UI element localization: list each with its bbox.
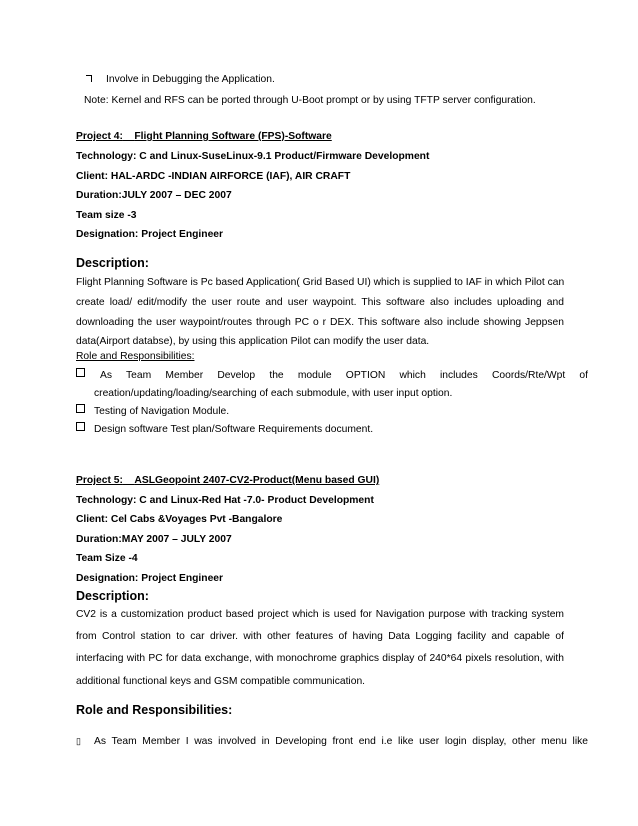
project4-title-prefix: Project 4:: [76, 131, 123, 142]
project4-client: Client: HAL-ARDC -INDIAN AIRFORCE (IAF), AIR CRAFT: [76, 171, 351, 182]
project4-title: [76, 130, 332, 143]
project4-team: Team size -3: [76, 210, 137, 221]
project4-title-name: Flight Planning Software (FPS)-Software: [134, 131, 332, 142]
bullet-icon: [86, 74, 92, 85]
project5-role-item: As Team Member I was involved in Developing front end i.e like user login display, other menu like: [94, 736, 588, 747]
project4-description-heading: Description:: [76, 256, 149, 270]
project4-description-line: Flight Planning Software is Pc based Application( Grid Based UI) which is supplied to IAF in which Pilot can: [76, 277, 565, 288]
project5-description-line: from Control station to car driver. with other features of having Data Logging facility and capable of: [76, 631, 564, 642]
project4-designation: Designation: Project Engineer: [76, 229, 224, 240]
project5-description-line: CV2 is a customization product based project which is used for Navigation purpose with tracking system: [76, 609, 564, 620]
project4-duration: Duration:JULY 2007 – DEC 2007: [76, 190, 232, 201]
project5-title-name: ASLGeopoint 2407-CV2-Product(Menu based GUI): [134, 475, 380, 486]
project5-title: [76, 474, 379, 487]
project5-description-line: additional functional keys and GSM compatible communication.: [76, 676, 366, 687]
project5-technology: Technology: C and Linux-Red Hat -7.0- Product Development: [76, 495, 374, 506]
involve-bullet-text: Involve in Debugging the Application.: [106, 74, 275, 85]
project4-role-item: Testing of Navigation Module.: [94, 406, 230, 417]
project4-description-line: create load/ edit/modify the user route and user waypoint. This software also includes uploading and: [76, 297, 564, 308]
bullet-icon: ▯: [76, 736, 81, 746]
project4-role-item-cont: creation/updating/loading/searching of each submodule, with user input option.: [94, 388, 453, 399]
checkbox-icon: [76, 368, 85, 380]
project4-technology: Technology: C and Linux-SuseLinux-9.1 Product/Firmware Development: [76, 151, 430, 162]
project5-role-heading-text: Role and Responsibilities:: [76, 703, 233, 717]
project5-team: Team Size -4: [76, 553, 138, 564]
project4-role-heading: Role and Responsibilities:: [76, 351, 195, 362]
project5-duration: Duration:MAY 2007 – JULY 2007: [76, 534, 232, 545]
checkbox-icon: [76, 404, 85, 416]
checkbox-icon: [76, 422, 85, 434]
project4-description-line: data(Airport databse), by using this application Pilot can modify the user data.: [76, 336, 430, 347]
project5-title-prefix: Project 5:: [76, 475, 123, 486]
note-text: Note: Kernel and RFS can be ported through U-Boot prompt or by using TFTP server configuration.: [84, 95, 536, 106]
project5-client: Client: Cel Cabs &Voyages Pvt -Bangalore: [76, 514, 283, 525]
project4-role-item: As Team Member Develop the module OPTION which includes Coords/Rte/Wpt of: [100, 370, 588, 381]
project5-designation: Designation: Project Engineer: [76, 573, 224, 584]
project5-role-heading: [76, 703, 232, 718]
project4-role-item: Design software Test plan/Software Requirements document.: [94, 424, 374, 435]
project5-description-heading: Description:: [76, 589, 149, 603]
project5-description-line: interfacing with PC for data exchange, with monochrome graphics display of 240*64 pixels resolution, with: [76, 653, 564, 664]
project4-description-line: downloading the user waypoint/routes through PC o r DEX. This software also include showing Jeppsen: [76, 317, 564, 328]
